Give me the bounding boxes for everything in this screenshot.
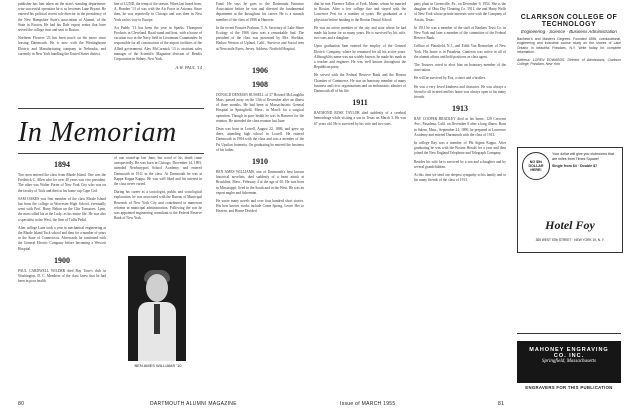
paragraph: In college Ray was a member of Phi Sigma Kappa. After graduating he was with the Boston Herald for a year and then joined the New England Telephone and Telegraph Company. bbox=[414, 141, 506, 156]
paragraph: Dean was born in Lowell, August 22, 1886, and grew up there, attending high school in Lowell. He entered Dartmouth in 1904 with the class and was a member of the Psi Upsilon fraternity. On graduating he entered the business of his father. bbox=[216, 127, 304, 152]
divider bbox=[18, 108, 204, 109]
dollar-badge: NO $5¢ DOLLAR HERE! bbox=[522, 152, 550, 180]
paragraph: He served with the Federal Reserve Bank and the Boston Chamber of Commerce. He was an honorary member of many business and civic organizations and an enthusiastic admirer of Dartmouth all of his life. bbox=[314, 73, 406, 94]
engraving-ad bbox=[517, 333, 621, 397]
clarkson-contact: Address: LOREN EDWARDS, Director of Admissions, Clarkson College, Potsdam, New York bbox=[517, 57, 621, 67]
column-2-memoriam bbox=[114, 156, 202, 224]
paragraph: In 1911 he was a member of the staff of Bankers Trust Co. in New York and later a member of the committee of the Federal Reserve Bank. bbox=[414, 25, 506, 41]
signature: A.W. PAUL '14 bbox=[175, 65, 202, 71]
paragraph: Besides his wife he is survived by a son and a daughter and by several grandchildren. bbox=[414, 159, 506, 169]
paragraph: Art Paddy '13 has been the year in Sparks. Thompson Products in Cleveland. Road stand and heat, with a house of vacation two in the Navy field in Lieutenant Commander. In responsible for all construction of the airport facilities of the Allied government. Alex McCormick '13 is assistant sales manager of the Scientific Magazine division of Bendix Corporation in Sidney, New York. bbox=[114, 25, 202, 62]
paragraph: RAYMOND ROSE TAYLOR died suddenly of a cerebral hemorrhage while visiting a son in Texas on March 3. He was 67 years old. He is survived by his wife and two sons. bbox=[314, 111, 406, 126]
column-2-top bbox=[114, 2, 202, 70]
paragraph: pany plant in Greenville, Pa., on December 9, 1954. She is the daughter of Ohio Dry Cleaning Co. 1911, she and Harry Wells of New York whose private interests were with the Company of Austin, Texas. bbox=[414, 2, 506, 22]
paragraph: He was an active member of the city and state where he had made his home for so many years. He is survived by his wife, two sons and a daughter. bbox=[314, 25, 406, 41]
paragraph: In the recent Frances Pralinus, T. A. Secretary of Lake Shore Ecology of the 1906 class was a remarkable find. The president of the class was presented by Mrs. Sheldon, Harlow Weston of Upland, Calif., Survivor and Social teen at Newcastle Eyres, Jersey. Address: Norfield Hospital. bbox=[216, 25, 304, 51]
memoriam-title: In Memoriam bbox=[18, 117, 177, 148]
year-heading: 1908 bbox=[252, 79, 268, 89]
paragraph: He wrote many novels and over four hundred short stories. His best known works include Come Spring, Leave Her to Heaven, and House Divided. bbox=[216, 199, 304, 214]
photo-caption: BEN AMES WILLIAMS '10 bbox=[134, 363, 182, 368]
magazine-name: DARTMOUTH ALUMNI MAGAZINE bbox=[150, 401, 237, 407]
engraving-tagline: ENGRAVERS FOR THIS PUBLICATION bbox=[525, 385, 613, 390]
foy-rates: Single from $4 · Double $7 bbox=[552, 164, 598, 169]
column-4 bbox=[314, 2, 406, 130]
foy-text bbox=[552, 152, 618, 169]
issue-date: Issue of MARCH 1955 bbox=[340, 401, 396, 407]
clarkson-name: CLARKSON COLLEGE OF TECHNOLOGY bbox=[520, 14, 618, 28]
portrait-tie bbox=[154, 304, 160, 334]
paragraph: of one round-up last June, but word of his death came unexpectedly. He was born in Chicago, December 14, 1893, attended Newburyport School Academy, and entered Dartmouth in 1911 in the class. At Dartmouth he was at Kappa Kappa Kappa. He was well liked and his interest in the class never varied. bbox=[114, 156, 202, 187]
paragraph: Fund. He says he goes to the Dartmouth Entrance Association before he was and directed the fundamental department at the throughout his career. He is a staunch member of the class of 1906 at Hanover. bbox=[216, 2, 304, 22]
paragraph: RAY COOPER BRADLEY died at his home, 120 Crescent Ave., Pasadena, Calif. on December 8 after a long illness. Born in Salem, Mass., September 24, 1890, he prepared at Lawrence Academy and entered Dartmouth with the class of 1913. bbox=[414, 117, 506, 137]
page-number-right: 81 bbox=[498, 401, 505, 407]
column-3 bbox=[216, 2, 304, 218]
paragraph: After college Lane took a year in mechanical engineering at the Rhode Island Tuck school and then for a number of years in the State of Connecticut. Afterwards he continued with the General Electric Company before becoming a Wescott Hospital. bbox=[18, 225, 106, 251]
column-1-memoriam bbox=[18, 156, 106, 287]
foy-pitch: Your dollar will give you clubrooms that are miles from Times Square! bbox=[552, 152, 614, 161]
paragraph: He was a very loved kindness and character. He was always a friend to all in need and his home was always open to his many friends. bbox=[414, 84, 506, 100]
clarkson-subtitle: Engineering · Science · Business Administration bbox=[521, 29, 617, 34]
column-5 bbox=[414, 2, 506, 186]
paragraph: publisher has him taken on the man's standing department-wise successful operation he is so becomes Lane Bryant. He entered his political recent role director in the presidency of the New Hampshire State's association of Alumni, of the State in Boston. He had his Dale expert senior that have served the college trust and sent to Boston. bbox=[18, 2, 106, 33]
paragraph: that he met Florence Talbot of Fork, Maine, whom he married in Boston. After a few college fine and stayed with the Lawrence Pest for a number of years. He graduated as a physician before heading to the Boston Dental School. bbox=[314, 2, 406, 22]
clarkson-body: Bachelor's and Master's Degrees. Founded 1896, coeducational, engineering and industrial course study on the shores of Lake Ontario in beautiful Potsdam, N.Y. Write today for complete information. bbox=[517, 37, 621, 55]
page-number-left: 80 bbox=[18, 401, 25, 407]
year-heading: 1906 bbox=[252, 65, 268, 75]
year-heading: 1894 bbox=[54, 160, 70, 169]
paragraph: SAM OAKES was first member of the class Rhode Island but from the college at Worcester High School, eventually went with Prof. Harry Belton on the Clin Tomatoes. Lynn, the man called his at the Ludy, as his entire life. He was also a specialist in the West, the firm of Tullis Pedal. bbox=[18, 196, 106, 222]
paragraph: At this time we send our deepest sympathy to his family and to his many friends of the class of 1913. bbox=[414, 173, 506, 183]
paragraph: PAUL CARDWELL WILDER died Ray Tone's club in Washington, D. C. Members of the class knew that he had been in poor health. bbox=[18, 268, 106, 284]
engraving-place: Springfield, Massachusetts bbox=[542, 359, 596, 364]
paragraph: line of LUND, the temp of the season. When last heard from, A. Bomber '13 of was with the Air Force in Arizona. Since then, he was reportedly in Chicago and was then in New York on his way to Europe. bbox=[114, 2, 202, 22]
hotel-foy-ad bbox=[517, 147, 623, 253]
foy-logo: Hotel Foy bbox=[545, 218, 595, 232]
portrait-photo bbox=[128, 256, 186, 361]
year-heading: 1900 bbox=[54, 255, 70, 265]
paragraph: Northern Flowers '23 has been much on the move since leaving Dartmouth. He is now with the Westinghouse Electric and Manufacturing company in Nebraska, and currently in New York handling the United States district. bbox=[18, 36, 106, 56]
year-heading: 1911 bbox=[352, 98, 368, 108]
paragraph: Gellino of Plainfield, N.J., and Edith Van Rensselaer of New York. His home is in Pasadena. Cameron was active in all of the alumni affairs and held positions as class agent. bbox=[414, 44, 506, 59]
paragraph: DONALD DENMAN RUSSELL of 37 Howard McLaughlin Mass. passed away on the 13th of December after an illness of three months. He had been at Massachusetts General Hospital in Springfield, Mass., in March for a surgical operation. Though in poor health he was in Hanover for the reunion. He attended the class reunion last June. bbox=[216, 92, 304, 123]
divider bbox=[517, 333, 621, 334]
paragraph: BEN AMES WILLIAMS, one of Dartmouth's best known historical novelists, died suddenly of a heart attack at Brookline, Mass., February 4 at the age of 65. He was born in Mississippi, lived in the South and in the West. He was an expert angler and fisherman. bbox=[216, 170, 304, 195]
paragraph: Upon graduation Sam entered the employ of the General Electric Company, where he remained for all his active years. Although his name was not widely known, he made his mark as a teacher and engineer. He was well known throughout the Republican party. bbox=[314, 44, 406, 70]
paragraph: He will be survived by Eva, a sister and a brother. bbox=[414, 76, 486, 81]
clarkson-ad bbox=[517, 14, 621, 67]
paragraph: During his career as a sociologist, public and sociological exploration, he was associated with the Bureau of Municipal Research of New York City and contributed to numerous reforms in municipal administration. Following the war he was appointed engineering consultant to the Federal Reserve Bank of New York. bbox=[114, 190, 202, 221]
year-heading: 1910 bbox=[252, 157, 268, 167]
foy-address: 365 WEST 57th STREET · NEW YORK 19, N. Y. bbox=[535, 238, 605, 242]
divider bbox=[18, 153, 204, 154]
portrait-face bbox=[146, 274, 168, 302]
column-1-top bbox=[18, 2, 106, 60]
paragraph: The Trustees voted to elect him an honorary member of the association. bbox=[414, 63, 506, 73]
year-heading: 1913 bbox=[452, 104, 468, 114]
engraving-company: MAHONEY ENGRAVING CO. INC. bbox=[529, 347, 609, 359]
paragraph: Two men entered the class from Rhode Island. One was the Frederick C. Allen who for over 40 years was vice president. The other was Walter Porter of New York City who was on the faculty of Tuck and died at his home cap Cape Cod. bbox=[18, 173, 106, 193]
